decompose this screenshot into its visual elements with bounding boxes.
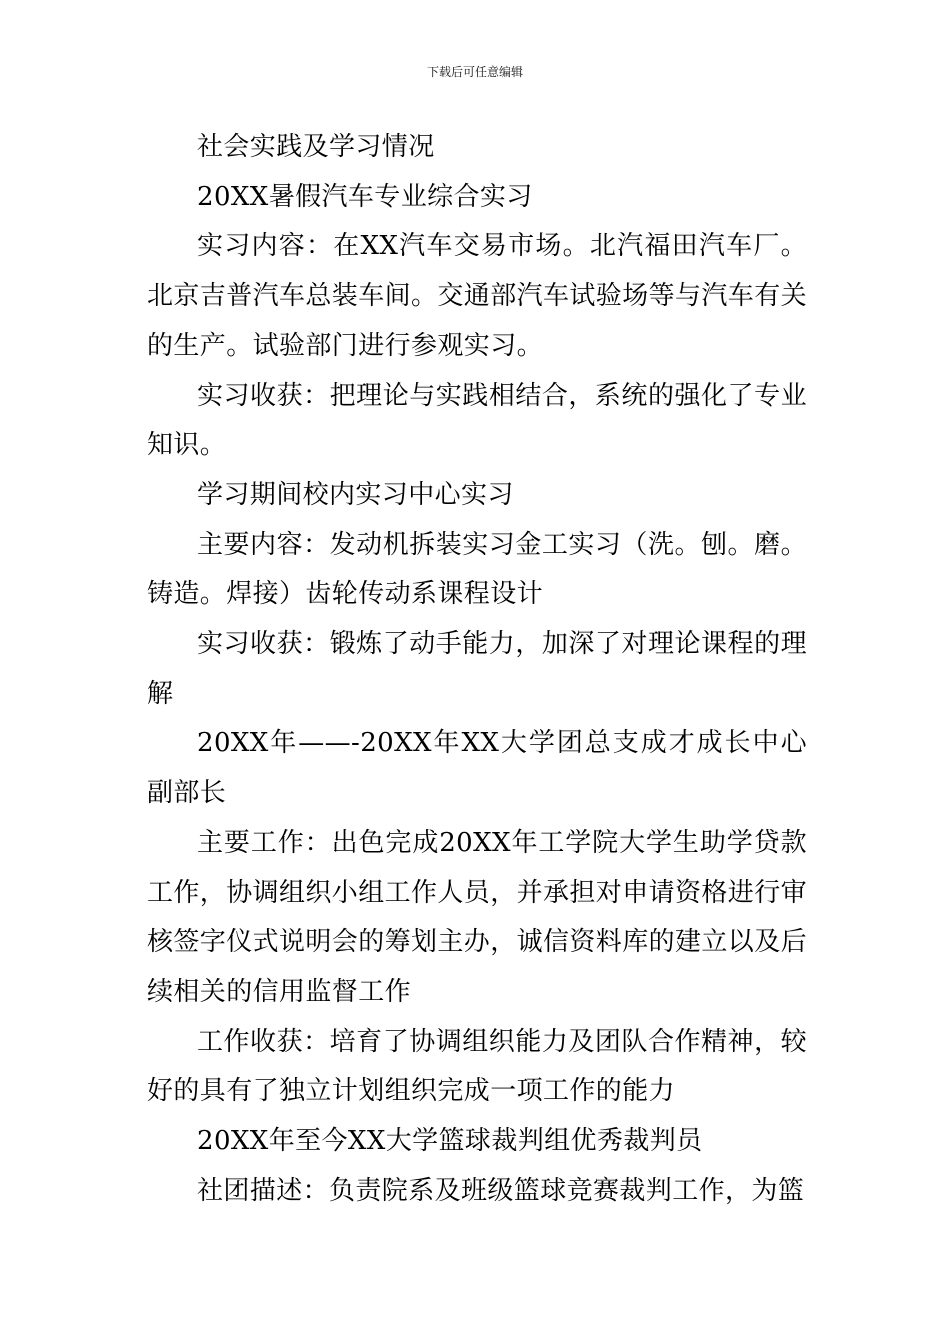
paragraph-club-description: 社团描述：负责院系及班级篮球竞赛裁判工作，为篮 bbox=[197, 1175, 805, 1206]
paragraph-summer-internship-title: 20XX暑假汽车专业综合实习 bbox=[197, 181, 533, 212]
paragraph-campus-gains: 实习收获：锻炼了动手能力，加深了对理论课程的理解 bbox=[147, 629, 807, 709]
section-heading-social-practice: 社会实践及学习情况 bbox=[197, 132, 435, 162]
paragraph-internship-gains: 实习收获：把理论与实践相结合，系统的强化了专业知识。 bbox=[147, 380, 807, 461]
paragraph-campus-internship-title: 学习期间校内实习中心实习 bbox=[197, 479, 514, 510]
paragraph-referee-title: 20XX年至今XX大学篮球裁判组优秀裁判员 bbox=[197, 1126, 703, 1157]
paragraph-main-work: 主要工作：出色完成20XX年工学院大学生助学贷款工作，协调组织小组工作人员，并承担对申请资格进行审核签字仪式说明会的筹划主办，诚信资料库的建立以及后续相关的信用监督工作 bbox=[147, 827, 808, 1007]
paragraph-work-gains: 工作收获：培育了协调组织能力及团队合作精神，较好的具有了独立计划组织完成一项工作的能力 bbox=[147, 1026, 807, 1107]
paragraph-main-content: 主要内容：发动机拆装实习金工实习（洗。刨。磨。铸造。焊接）齿轮传动系课程设计 bbox=[147, 529, 807, 610]
page-header-note: 下载后可任意编辑 bbox=[426, 65, 523, 79]
document-body bbox=[147, 123, 807, 1216]
paragraph-position-title: 20XX年——-20XX年XX大学团总支成才成长中心副部长 bbox=[147, 728, 807, 809]
paragraph-internship-content: 实习内容：在XX汽车交易市场。北汽福田汽车厂。北京吉普汽车总装车间。交通部汽车试验场等与汽车有关的生产。试验部门进行参观实习。 bbox=[147, 231, 808, 361]
